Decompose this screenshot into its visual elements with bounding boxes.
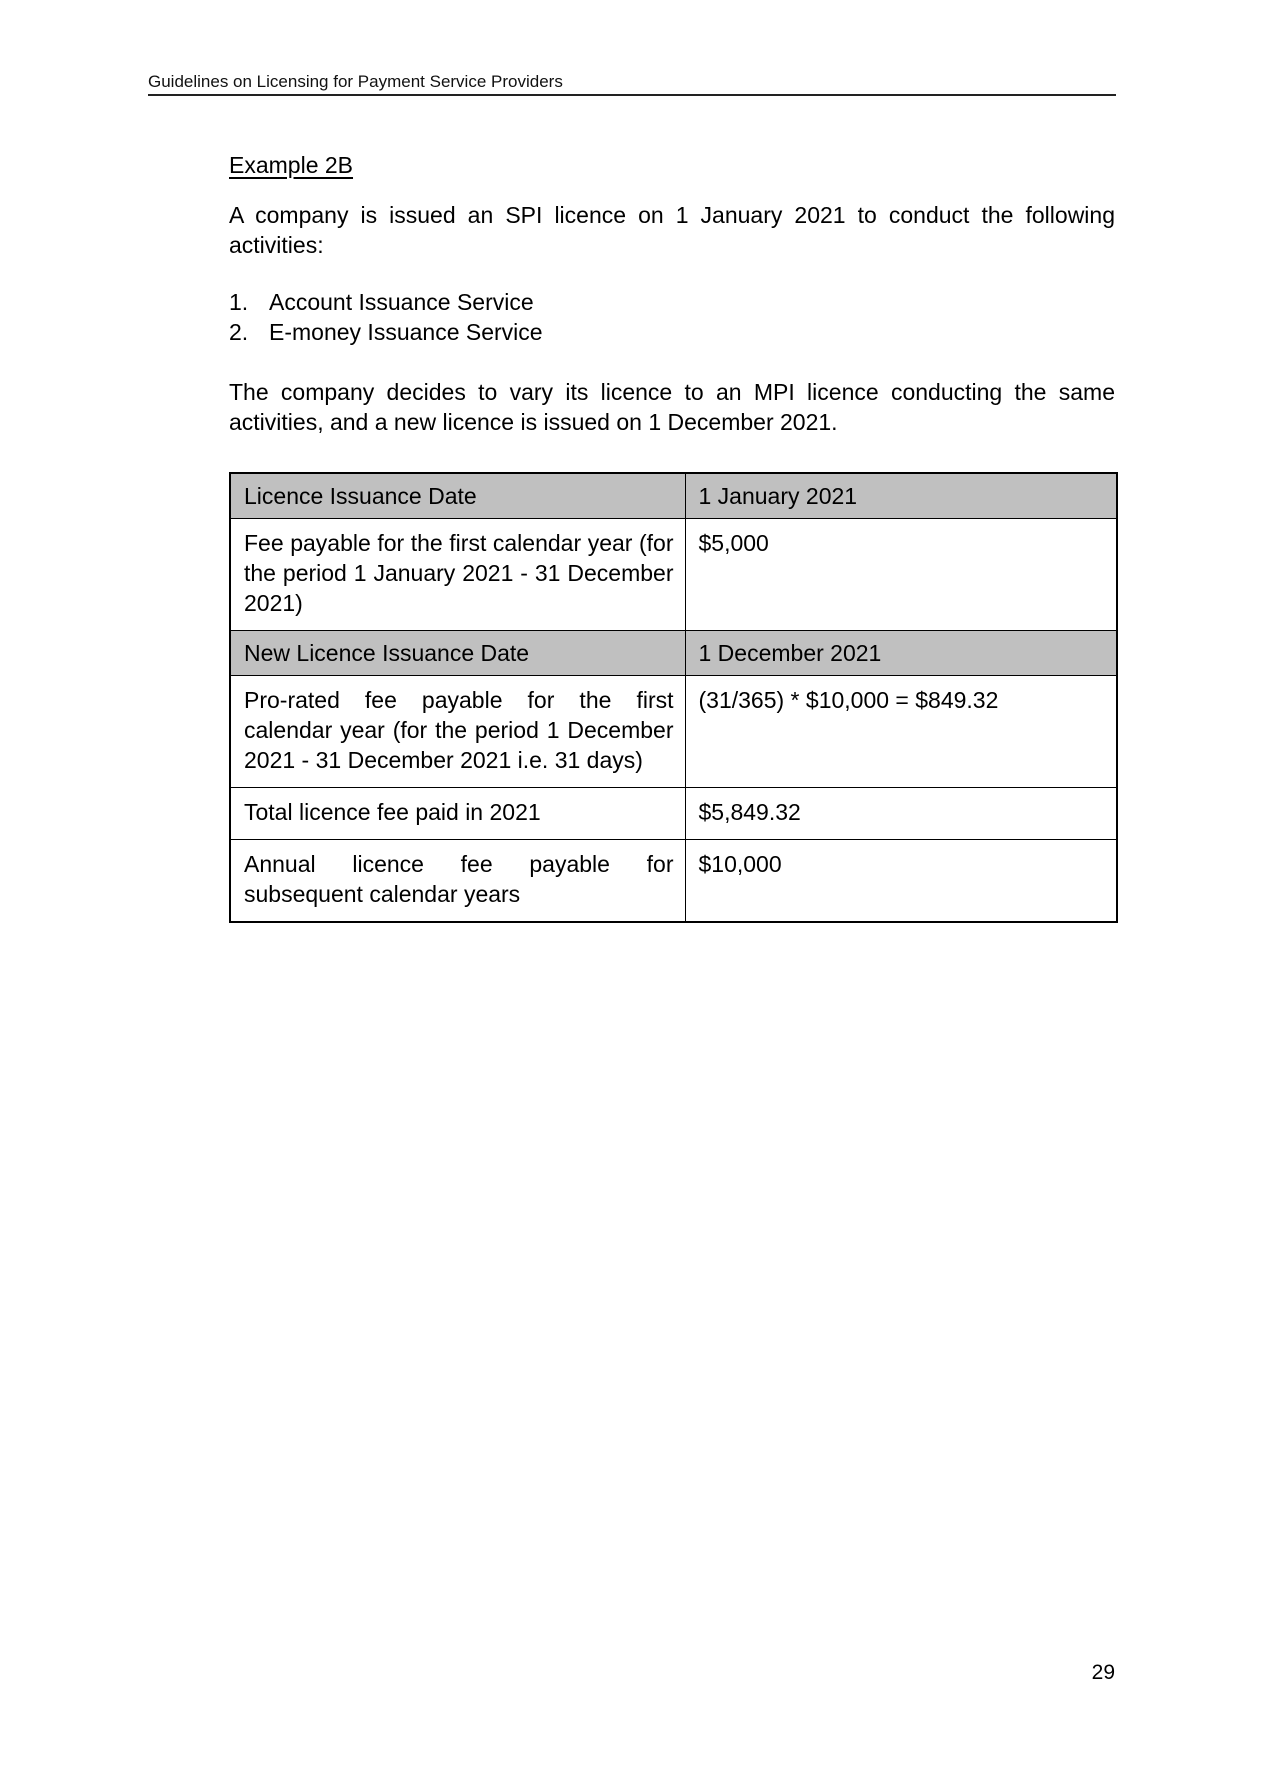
list-item-number: 2. [229,319,249,345]
row-value: (31/365) * $10,000 = $849.32 [685,676,1117,788]
row-value: 1 January 2021 [685,473,1117,519]
variation-paragraph: The company decides to vary its licence to an MPI licence conducting the same activities, and a new licence is issued on 1 December 2021. [229,379,1115,435]
row-label: Licence Issuance Date [230,473,685,519]
row-value: $5,000 [685,519,1117,631]
running-header [148,72,1116,96]
list-item-text: Account Issuance Service [269,289,534,315]
table-row [230,788,1117,840]
fee-table [229,472,1118,923]
row-label: Annual licence fee payable for subsequent calendar years [230,840,685,923]
row-value: $10,000 [685,840,1117,923]
header-title: Guidelines on Licensing for Payment Service Providers [148,72,563,91]
table-row [230,631,1117,676]
table-row [230,676,1117,788]
list-item [229,287,1115,317]
row-value: 1 December 2021 [685,631,1117,676]
list-item-number: 1. [229,289,249,315]
row-label: Total licence fee paid in 2021 [230,788,685,840]
table-row [230,473,1117,519]
row-label: Fee payable for the first calendar year (for the period 1 January 2021 - 31 December 2021) [230,519,685,631]
list-item-text: E-money Issuance Service [269,319,543,345]
row-label: Pro-rated fee payable for the first calendar year (for the period 1 December 2021 - 31 December 2021 i.e. 31 days) [230,676,685,788]
intro-paragraph: A company is issued an SPI licence on 1 January 2021 to conduct the following activities: [229,202,1115,258]
table-row [230,840,1117,923]
row-value: $5,849.32 [685,788,1117,840]
list-item [229,317,1115,347]
table-row [230,519,1117,631]
example-heading: Example 2B [229,152,354,178]
page-number: 29 [1091,1661,1115,1684]
activities-list [229,287,1115,347]
row-label: New Licence Issuance Date [230,631,685,676]
page-content [229,150,1115,923]
